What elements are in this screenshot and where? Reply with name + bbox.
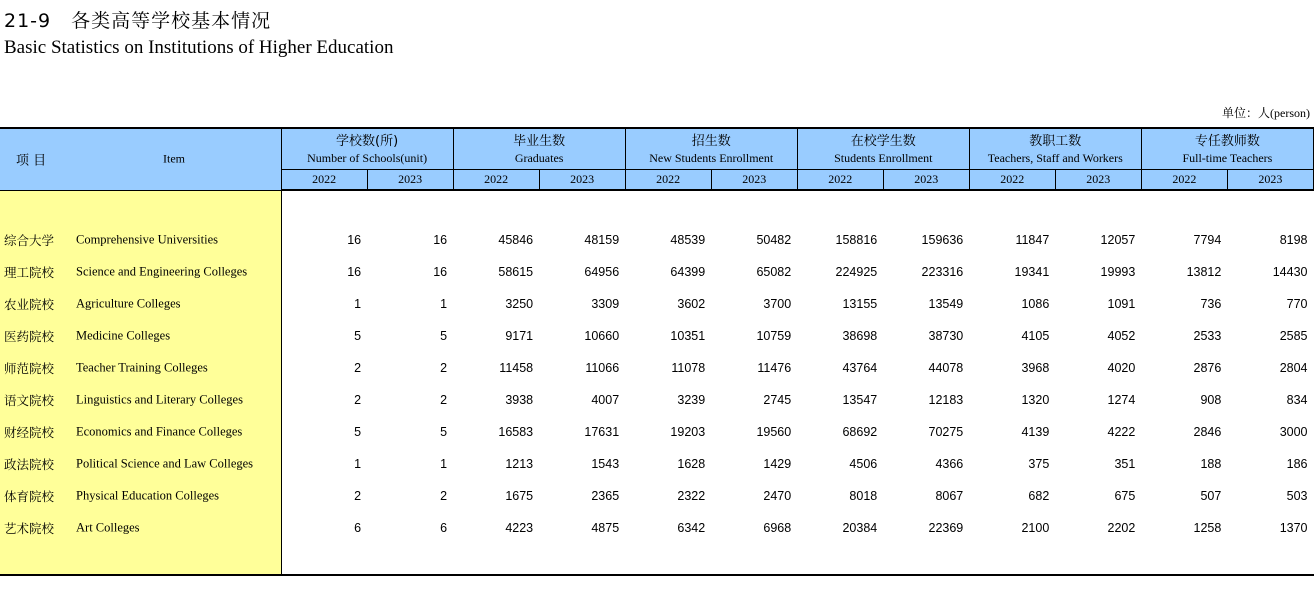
value-cell: 2876 (1193, 361, 1222, 375)
value-cell: 4020 (1107, 361, 1136, 375)
value-cell: 2585 (1279, 329, 1308, 343)
table-row (0, 256, 1314, 288)
value-cell: 48539 (670, 233, 706, 247)
value-cell: 38730 (928, 329, 964, 343)
empty-cell (281, 190, 1313, 224)
row-label-en: Science and Engineering Colleges (76, 264, 248, 279)
row-label-cn: 师范院校 (4, 361, 55, 376)
value-cell: 19993 (1100, 265, 1136, 279)
group-header-en: Graduates (514, 150, 564, 165)
row-label-cn: 政法院校 (4, 457, 55, 472)
value-cell: 11476 (757, 361, 792, 375)
page-title-cn (4, 6, 271, 33)
value-cell: 16 (347, 233, 362, 247)
value-cell: 7794 (1193, 233, 1222, 247)
row-label-en: Medicine Colleges (76, 328, 171, 343)
value-cell: 2 (354, 489, 362, 503)
value-cell: 4366 (935, 457, 964, 471)
value-cell: 1 (440, 297, 448, 311)
value-cell: 3239 (677, 393, 706, 407)
year-header: 2023 (1227, 170, 1313, 191)
value-cell: 4139 (1021, 425, 1050, 439)
row-label-cell (0, 320, 281, 352)
value-cell: 6 (354, 521, 362, 535)
value-cell: 5 (440, 425, 448, 439)
year-header: 2023 (1055, 170, 1141, 191)
spacer-row (0, 190, 1314, 224)
row-label-en: Linguistics and Literary Colleges (76, 392, 243, 407)
value-cell: 16 (347, 265, 362, 279)
value-cell: 2 (440, 489, 448, 503)
table-body (0, 190, 1314, 575)
value-cell: 2365 (591, 489, 620, 503)
value-cell: 1429 (763, 457, 792, 471)
value-cell: 1 (354, 297, 362, 311)
table-row (0, 224, 1314, 256)
value-cell: 6968 (763, 521, 792, 535)
value-cell: 4222 (1107, 425, 1136, 439)
group-header-cn: 在校学生数 (850, 133, 916, 149)
value-cell: 8198 (1279, 233, 1308, 247)
table-row (0, 448, 1314, 480)
value-cell: 2100 (1021, 521, 1050, 535)
value-cell: 19560 (756, 425, 792, 439)
value-cell: 17631 (584, 425, 620, 439)
value-cell: 6 (440, 521, 448, 535)
value-cell: 834 (1286, 393, 1308, 407)
row-label-en: Art Colleges (76, 520, 140, 535)
group-header-staff (969, 128, 1141, 170)
group-header-en: Number of Schools(unit) (307, 150, 428, 165)
row-label-cn: 体育院校 (4, 489, 55, 504)
item-column-header (0, 128, 281, 190)
group-header-cn: 教职工数 (1029, 133, 1082, 149)
value-cell: 1274 (1107, 393, 1136, 407)
value-cell: 5 (354, 425, 362, 439)
table-header (0, 128, 1314, 190)
value-cell: 8018 (849, 489, 878, 503)
value-cell: 8067 (935, 489, 964, 503)
value-cell: 3968 (1021, 361, 1050, 375)
value-cell: 1086 (1021, 297, 1050, 311)
value-cell: 5 (354, 329, 362, 343)
value-cell: 13155 (842, 297, 878, 311)
value-cell: 2202 (1107, 521, 1136, 535)
group-header-en: Full-time Teachers (1182, 150, 1273, 165)
group-header-cn: 学校数(所) (336, 133, 399, 149)
value-cell: 2322 (677, 489, 706, 503)
spacer-row (0, 544, 1314, 575)
value-cell: 12057 (1100, 233, 1136, 247)
group-header-teachers (1141, 128, 1313, 170)
value-cell: 70275 (928, 425, 964, 439)
value-cell: 58615 (498, 265, 534, 279)
row-label-en: Political Science and Law Colleges (76, 456, 254, 471)
row-label-cell (0, 352, 281, 384)
year-header: 2023 (539, 170, 625, 191)
value-cell: 10759 (756, 329, 792, 343)
value-cell: 3602 (677, 297, 706, 311)
group-header-en: Teachers, Staff and Workers (987, 150, 1123, 165)
value-cell: 19341 (1014, 265, 1050, 279)
value-cell: 19203 (670, 425, 706, 439)
value-cell: 68692 (842, 425, 878, 439)
group-header-new-enrollment (625, 128, 797, 170)
group-header-en: Students Enrollment (834, 150, 933, 165)
value-cell: 13549 (928, 297, 964, 311)
value-cell: 4105 (1021, 329, 1050, 343)
value-cell: 20384 (842, 521, 878, 535)
value-cell: 186 (1286, 457, 1308, 471)
table-row (0, 320, 1314, 352)
group-header-schools (281, 128, 453, 170)
year-header: 2023 (711, 170, 797, 191)
value-cell: 11847 (1015, 233, 1050, 247)
value-cell: 50482 (756, 233, 792, 247)
item-header-cn: 项 目 (16, 153, 47, 169)
value-cell: 64956 (584, 265, 620, 279)
row-label-cn: 医药院校 (4, 329, 55, 344)
value-cell: 224925 (835, 265, 878, 279)
row-label-cell (0, 288, 281, 320)
value-cell: 2533 (1193, 329, 1222, 343)
value-cell: 64399 (670, 265, 706, 279)
table-row (0, 512, 1314, 544)
value-cell: 4007 (591, 393, 620, 407)
value-cell: 11066 (585, 361, 620, 375)
table-row (0, 352, 1314, 384)
value-cell: 14430 (1272, 265, 1308, 279)
value-cell: 10351 (670, 329, 706, 343)
group-header-cn: 毕业生数 (513, 133, 566, 149)
value-cell: 770 (1286, 297, 1308, 311)
year-header: 2022 (281, 170, 367, 191)
year-header: 2022 (453, 170, 539, 191)
value-cell: 3309 (591, 297, 620, 311)
value-cell: 11458 (499, 361, 534, 375)
value-cell: 1543 (591, 457, 620, 471)
value-cell: 12183 (928, 393, 964, 407)
value-cell: 6342 (677, 521, 706, 535)
value-cell: 351 (1114, 457, 1136, 471)
value-cell: 9171 (505, 329, 534, 343)
row-label-cn: 语文院校 (4, 393, 55, 408)
row-label-cn: 农业院校 (4, 297, 55, 312)
group-header-enrollment (797, 128, 969, 170)
value-cell: 4223 (505, 521, 534, 535)
value-cell: 16583 (498, 425, 534, 439)
value-cell: 188 (1200, 457, 1222, 471)
value-cell: 16 (433, 265, 448, 279)
value-cell: 5 (440, 329, 448, 343)
value-cell: 1091 (1107, 297, 1136, 311)
value-cell: 507 (1200, 489, 1222, 503)
statistics-table (0, 127, 1314, 576)
value-cell: 48159 (584, 233, 620, 247)
value-cell: 3938 (505, 393, 534, 407)
title-cn-text: 各类高等学校基本情况 (71, 10, 272, 32)
row-label-cell (0, 256, 281, 288)
year-header: 2022 (969, 170, 1055, 191)
row-label-cell (0, 512, 281, 544)
value-cell: 4052 (1107, 329, 1136, 343)
item-header-en: Item (163, 151, 185, 166)
group-header-en: New Students Enrollment (649, 150, 774, 165)
row-label-en: Agriculture Colleges (76, 296, 181, 311)
group-header-cn: 招生数 (691, 133, 731, 149)
row-label-cell (0, 224, 281, 256)
value-cell: 38698 (842, 329, 878, 343)
value-cell: 682 (1028, 489, 1050, 503)
value-cell: 13547 (842, 393, 878, 407)
value-cell: 65082 (756, 265, 792, 279)
unit-label: 单位：人(person) (1222, 106, 1310, 120)
value-cell: 1675 (505, 489, 534, 503)
value-cell: 4875 (591, 521, 620, 535)
page-title-en: Basic Statistics on Institutions of Higher Education (4, 37, 394, 58)
value-cell: 375 (1028, 457, 1050, 471)
row-label-en: Teacher Training Colleges (76, 360, 208, 375)
value-cell: 908 (1200, 393, 1222, 407)
year-header: 2022 (625, 170, 711, 191)
value-cell: 16 (433, 233, 448, 247)
table-row (0, 288, 1314, 320)
value-cell: 3250 (505, 297, 534, 311)
value-cell: 1628 (677, 457, 706, 471)
value-cell: 10660 (584, 329, 620, 343)
value-cell: 158816 (835, 233, 878, 247)
value-cell: 503 (1286, 489, 1308, 503)
row-label-cn: 艺术院校 (4, 521, 55, 536)
value-cell: 1 (354, 457, 362, 471)
row-label-cell (0, 480, 281, 512)
table-row (0, 416, 1314, 448)
group-header-graduates (453, 128, 625, 170)
value-cell: 2846 (1193, 425, 1222, 439)
value-cell: 1258 (1193, 521, 1222, 535)
value-cell: 11078 (671, 361, 706, 375)
year-header: 2022 (1141, 170, 1227, 191)
value-cell: 22369 (928, 521, 964, 535)
item-cell-empty (0, 190, 281, 224)
table-row (0, 384, 1314, 416)
value-cell: 3000 (1279, 425, 1308, 439)
value-cell: 736 (1200, 297, 1222, 311)
value-cell: 2 (354, 361, 362, 375)
row-label-cn: 理工院校 (4, 265, 55, 280)
value-cell: 1370 (1279, 521, 1308, 535)
value-cell: 2470 (763, 489, 792, 503)
value-cell: 45846 (498, 233, 534, 247)
value-cell: 4506 (849, 457, 878, 471)
year-header: 2023 (367, 170, 453, 191)
item-cell-empty (0, 544, 281, 575)
year-header: 2022 (797, 170, 883, 191)
empty-cell (281, 544, 1313, 575)
row-label-cell (0, 416, 281, 448)
year-header: 2023 (883, 170, 969, 191)
value-cell: 675 (1114, 489, 1136, 503)
row-label-cn: 财经院校 (4, 425, 55, 440)
value-cell: 2745 (763, 393, 792, 407)
row-label-cell (0, 448, 281, 480)
row-label-cn: 综合大学 (4, 233, 55, 248)
value-cell: 43764 (842, 361, 878, 375)
value-cell: 3700 (763, 297, 792, 311)
value-cell: 2804 (1279, 361, 1308, 375)
row-label-en: Physical Education Colleges (76, 488, 220, 503)
row-label-cell (0, 384, 281, 416)
row-label-en: Comprehensive Universities (76, 232, 218, 247)
value-cell: 223316 (921, 265, 964, 279)
table-row (0, 480, 1314, 512)
value-cell: 44078 (928, 361, 964, 375)
group-header-cn: 专任教师数 (1194, 133, 1260, 149)
value-cell: 159636 (921, 233, 964, 247)
value-cell: 1320 (1021, 393, 1050, 407)
value-cell: 13812 (1186, 265, 1222, 279)
value-cell: 2 (440, 393, 448, 407)
table-number: 21-9 (4, 10, 52, 32)
row-label-en: Economics and Finance Colleges (76, 424, 243, 439)
value-cell: 2 (440, 361, 448, 375)
value-cell: 1213 (505, 457, 534, 471)
value-cell: 2 (354, 393, 362, 407)
value-cell: 1 (440, 457, 448, 471)
